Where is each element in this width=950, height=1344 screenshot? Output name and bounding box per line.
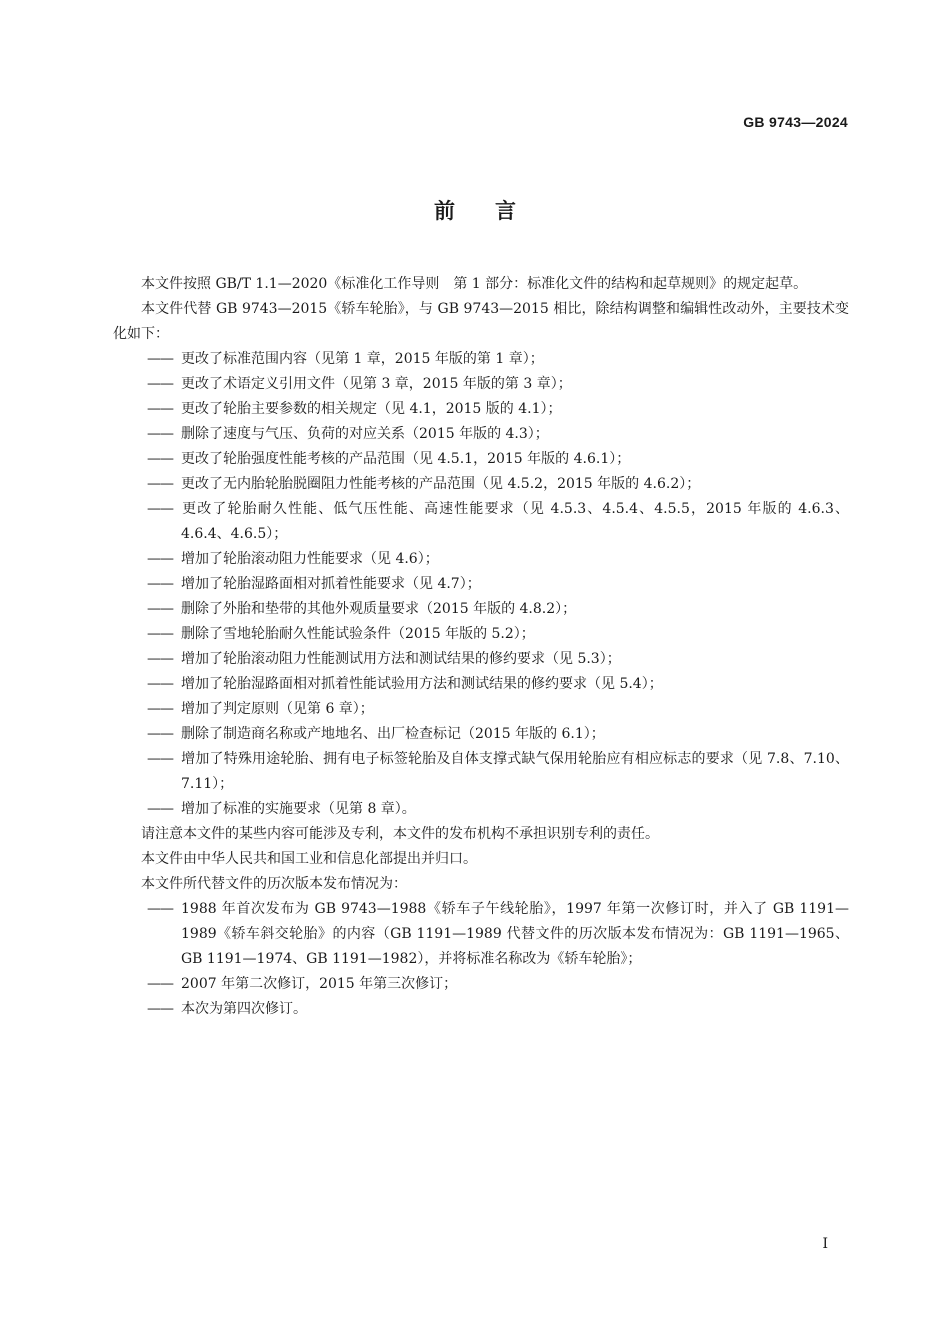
list-item xyxy=(113,597,849,622)
dash-marker: —— xyxy=(147,726,173,742)
list-item xyxy=(113,622,849,647)
list-item xyxy=(113,697,849,722)
page-number: I xyxy=(822,1236,828,1252)
list-item-text: 增加了判定原则（见第 6 章）； xyxy=(181,701,374,717)
dash-marker: —— xyxy=(147,376,173,392)
dash-marker: —— xyxy=(147,501,173,517)
dash-marker: —— xyxy=(147,426,173,442)
list-item-text: 删除了速度与气压、负荷的对应关系（2015 年版的 4.3）； xyxy=(181,426,549,442)
dash-marker: —— xyxy=(147,601,173,617)
dash-marker: —— xyxy=(147,676,173,692)
list-item-text: 增加了轮胎湿路面相对抓着性能试验用方法和测试结果的修约要求（见 5.4）； xyxy=(181,676,663,692)
dash-marker: —— xyxy=(147,626,173,642)
dash-marker: —— xyxy=(147,451,173,467)
version-history-list xyxy=(113,897,849,1022)
list-item-text: 更改了术语定义引用文件（见第 3 章，2015 年版的第 3 章）； xyxy=(181,376,572,392)
list-item-text: 更改了标准范围内容（见第 1 章，2015 年版的第 1 章）； xyxy=(181,351,544,367)
list-item xyxy=(113,547,849,572)
list-item xyxy=(113,372,849,397)
list-item-text: 增加了标准的实施要求（见第 8 章）。 xyxy=(181,801,416,817)
dash-marker: —— xyxy=(147,801,173,817)
dash-marker: —— xyxy=(147,901,173,917)
dash-marker: —— xyxy=(147,976,173,992)
list-item xyxy=(113,747,849,797)
list-item-text: 删除了雪地轮胎耐久性能试验条件（2015 年版的 5.2）； xyxy=(181,626,535,642)
list-item-text: 删除了外胎和垫带的其他外观质量要求（2015 年版的 4.8.2）； xyxy=(181,601,577,617)
history-item xyxy=(113,997,849,1022)
list-item xyxy=(113,397,849,422)
dash-marker: —— xyxy=(147,576,173,592)
list-item-text: 更改了轮胎耐久性能、低气压性能、高速性能要求（见 4.5.3、4.5.4、4.5.5，2015 年版的 4.6.3、4.6.4、4.6.5）； xyxy=(181,501,849,542)
dash-marker: —— xyxy=(147,351,173,367)
history-item xyxy=(113,897,849,972)
list-item xyxy=(113,722,849,747)
list-item xyxy=(113,647,849,672)
list-item-text: 增加了特殊用途轮胎、拥有电子标签轮胎及自体支撑式缺气保用轮胎应有相应标志的要求（见 7.8、7.10、7.11）； xyxy=(181,751,849,792)
list-item-text: 增加了轮胎湿路面相对抓着性能要求（见 4.7）； xyxy=(181,576,481,592)
list-item xyxy=(113,497,849,547)
list-item-text: 增加了轮胎滚动阻力性能测试用方法和测试结果的修约要求（见 5.3）； xyxy=(181,651,621,667)
history-item-text: 1988 年首次发布为 GB 9743—1988《轿车子午线轮胎》，1997 年第一次修订时，并入了 GB 1191—1989《轿车斜交轮胎》的内容（GB 1191—1989 代替文件的历次版本发布情况为：GB 1191—1965、GB 1191—1974、GB 1191—1982），并将标准名称改为《轿车轮胎》； xyxy=(181,901,849,967)
list-item xyxy=(113,672,849,697)
technical-changes-list xyxy=(113,347,849,822)
list-item-text: 更改了轮胎主要参数的相关规定（见 4.1，2015 版的 4.1）； xyxy=(181,401,562,417)
list-item xyxy=(113,797,849,822)
dash-marker: —— xyxy=(147,401,173,417)
standard-code-header: GB 9743—2024 xyxy=(743,114,848,130)
list-item-text: 更改了无内胎轮胎脱圈阻力性能考核的产品范围（见 4.5.2，2015 年版的 4.6.2）； xyxy=(181,476,701,492)
drafting-rules-paragraph: 本文件按照 GB/T 1.1—2020《标准化工作导则 第 1 部分：标准化文件的结构和起草规则》的规定起草。 xyxy=(141,276,808,292)
dash-marker: —— xyxy=(147,751,173,767)
history-intro: 本文件所代替文件的历次版本发布情况为： xyxy=(141,876,407,892)
history-item-text: 本次为第四次修订。 xyxy=(181,1001,307,1017)
proposer-statement: 本文件由中华人民共和国工业和信息化部提出并归口。 xyxy=(141,851,477,867)
list-item-text: 删除了制造商名称或产地地名、出厂检查标记（2015 年版的 6.1）； xyxy=(181,726,605,742)
list-item-text: 增加了轮胎滚动阻力性能要求（见 4.6）； xyxy=(181,551,439,567)
dash-marker: —— xyxy=(147,1001,173,1017)
list-item xyxy=(113,572,849,597)
replacement-paragraph: 本文件代替 GB 9743—2015《轿车轮胎》，与 GB 9743—2015 相比，除结构调整和编辑性改动外，主要技术变化如下： xyxy=(113,301,849,342)
history-item xyxy=(113,972,849,997)
page-title: 前言 xyxy=(434,199,556,223)
list-item xyxy=(113,472,849,497)
list-item xyxy=(113,347,849,372)
patent-notice: 请注意本文件的某些内容可能涉及专利，本文件的发布机构不承担识别专利的责任。 xyxy=(141,826,659,842)
list-item-text: 更改了轮胎强度性能考核的产品范围（见 4.5.1，2015 年版的 4.6.1）； xyxy=(181,451,631,467)
dash-marker: —— xyxy=(147,476,173,492)
list-item xyxy=(113,447,849,472)
list-item xyxy=(113,422,849,447)
dash-marker: —— xyxy=(147,551,173,567)
foreword-body xyxy=(113,272,849,1022)
dash-marker: —— xyxy=(147,701,173,717)
dash-marker: —— xyxy=(147,651,173,667)
history-item-text: 2007 年第二次修订，2015 年第三次修订； xyxy=(181,976,458,992)
